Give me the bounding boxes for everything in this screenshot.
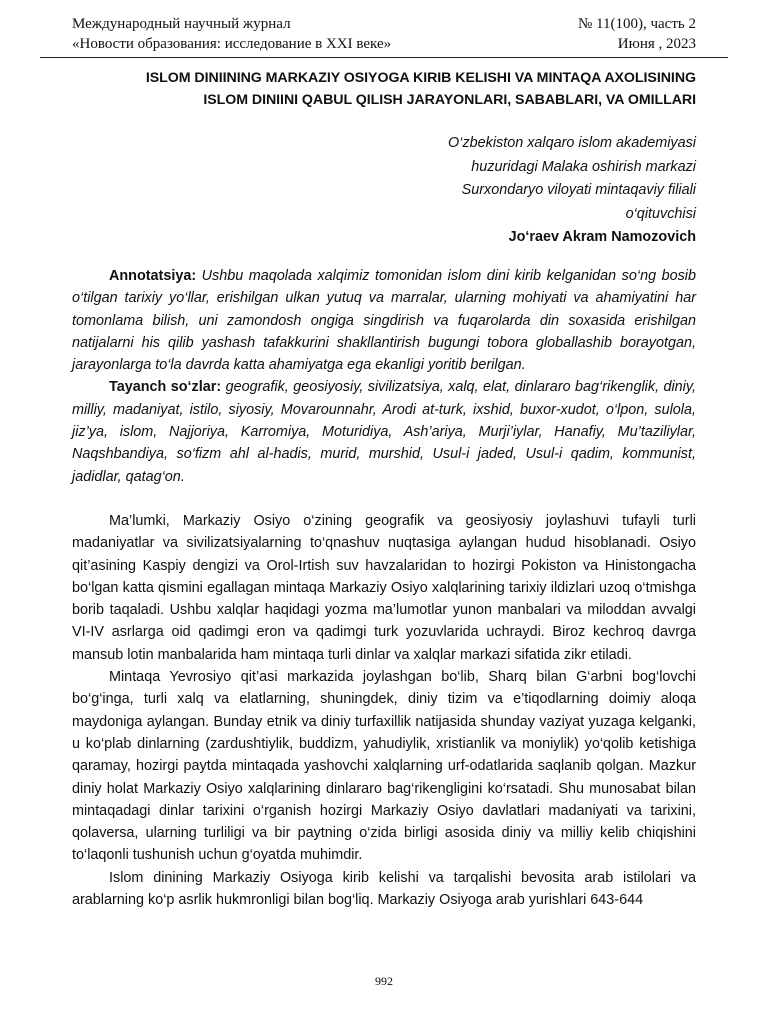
affiliation-line-4: o‘qituvchisi bbox=[625, 205, 696, 222]
abstract bbox=[72, 265, 696, 376]
issue-line-1: № 11(100), часть 2 bbox=[577, 16, 696, 32]
abstract-label: Annotatsiya: bbox=[109, 268, 197, 284]
keywords-text: geografik, geosiyosiy, sivilizatsiya, xalq, elat, dinlararo bag‘rikenglik, diniy, milliy, madaniyat, istilo, siyosiy, Movarounnahr, Arodi at-turk, ixshid, buxor-xudot, o‘lpon, sulola, jiz’ya, islom, Najjoriya, Karromiya, Moturidiya, Ash’ariya, Murji’iylar, Hanafiy, Mu’taziliylar, Naqshbandiya, so‘fizm ahl al-hadis, murid, murshid, Usul-i jaded, Usul-i qadim, kommunist, jadidlar, qatag‘on. bbox=[72, 379, 696, 485]
affiliation-line-1: O‘zbekiston xalqaro islom akademiyasi bbox=[448, 135, 696, 151]
affiliation-line-2: huzuridagi Malaka oshirish markazi bbox=[471, 158, 696, 175]
body-paragraph-1: Ma’lumki, Markaziy Osiyo o‘zining geografik va geosiyosiy joylashuvi tufayli turli madaniyatlar va sivilizatsiyalarning to‘qnashuv nuqtasiga aylangan hudud hisoblanadi. Osiyo qit’asining Kaspiy dengizi va Orol-Irtish suv havzalaridan to hozirgi Pokiston va Hinistongacha bo‘lgan katta qismini egallagan mintaqa Markaziy Osiyo xalqlarining tarixiy ildizlari uzoq o‘tmishga borib taqaladi. Ushbu xalqlar haqidagi yozma ma’lumotlar yunon manbalari va miloddan avvalgi VI-IV asrlarga oid qadimgi eron va qadimgi turk yozuvlarida uchraydi. Biroz kechroq davrga mansub lotin manbalarida ham mintaqa turli dinlar va xalqlar markazi sifatida zikr etiladi. bbox=[72, 512, 696, 663]
journal-line-1: Международный научный журнал bbox=[72, 16, 291, 32]
journal-name bbox=[72, 14, 391, 54]
title-line-2: ISLOM DINIINI QABUL QILISH JARAYONLARI, SABABLARI, VA OMILLARI bbox=[203, 92, 696, 108]
article-title bbox=[72, 67, 696, 111]
issue-info bbox=[578, 14, 696, 54]
body-paragraph-2: Mintaqa Yevrosiyo qit’asi markazida joylashgan bo‘lib, Sharq bilan G‘arbni bog‘lovchi bo‘g‘inga, turli xalq va elatlarning, shuningdek, diniy tizim va e’tiqodlarning doimiy aloqa maydoniga aylangan. Bunday etnik va diniy turfaxillik natijasida shunday vaziyat yuzaga kelganki, u ko‘plab dinlarning (zardushtiylik, buddizm, yahudiylik, xristianlik va moniylik) yo‘qolib ketishiga qaramay, hozirgi paytda mintaqada yashovchi xalqlarning urf-odatlarida saqlanib qolgan. Mazkur diniy holat Markaziy Osiyo xalqlarining dinlararo bag‘rikengligini ko‘rsatadi. Shu munosabat bilan mintaqadagi dinlar tarixini o‘rganish hozirgi Markaziy Osiyo davlatlari madaniyati va tarixini, qolaversa, ularning turliligi va bir paytning o‘zida birligi asosida diniy va milliy kelib chiqishini to‘laqonli tushunish uchun g‘oyatda muhimdir. bbox=[72, 669, 696, 864]
article-body bbox=[72, 265, 696, 911]
section-gap bbox=[72, 488, 696, 510]
issue-line-2: Июня , 2023 bbox=[617, 36, 696, 52]
keywords bbox=[72, 376, 696, 487]
keywords-label: Tayanch so‘zlar: bbox=[109, 379, 222, 396]
author-name: Jo‘raev Akram Namozovich bbox=[508, 229, 696, 245]
abstract-text: Ushbu maqolada xalqimiz tomonidan islom dini kirib kelganidan so‘ng bosib o‘tilgan tarixiy yo‘llar, erishilgan ulkan yutuq va marralar, ularning mohiyati va ahamiyatini har tomonlama bilish, uni zamondosh ongiga singdirish va fuqarolarda din soxasida erishilgan natijalarni his qilib yashash tafakkurini shakllantirish bugungi tobora globallashib borayotgan, jarayonlarga to‘la davrda katta ahamiyatga ega ekanligi yoritib berilgan. bbox=[72, 268, 696, 374]
journal-line-2: «Новости образования: исследование в XXI веке» bbox=[72, 36, 392, 52]
title-line-1: ISLOM DINIINING MARKAZIY OSIYOGA KIRIB KELISHI VA MINTAQA AXOLISINING bbox=[145, 70, 696, 86]
body-paragraph-3: Islom dinining Markaziy Osiyoga kirib kelishi va tarqalishi bevosita arab istilolari va arablarning ko‘p asrlik hukmronligi bilan bog‘liq. Markaziy Osiyoga arab yurishlari 643-644 bbox=[72, 869, 696, 909]
author-affiliation bbox=[300, 132, 696, 250]
header-rule bbox=[40, 57, 728, 58]
affiliation-line-3: Surxondaryo viloyati mintaqaviy filiali bbox=[461, 182, 696, 198]
page-number: 992 bbox=[375, 974, 393, 988]
